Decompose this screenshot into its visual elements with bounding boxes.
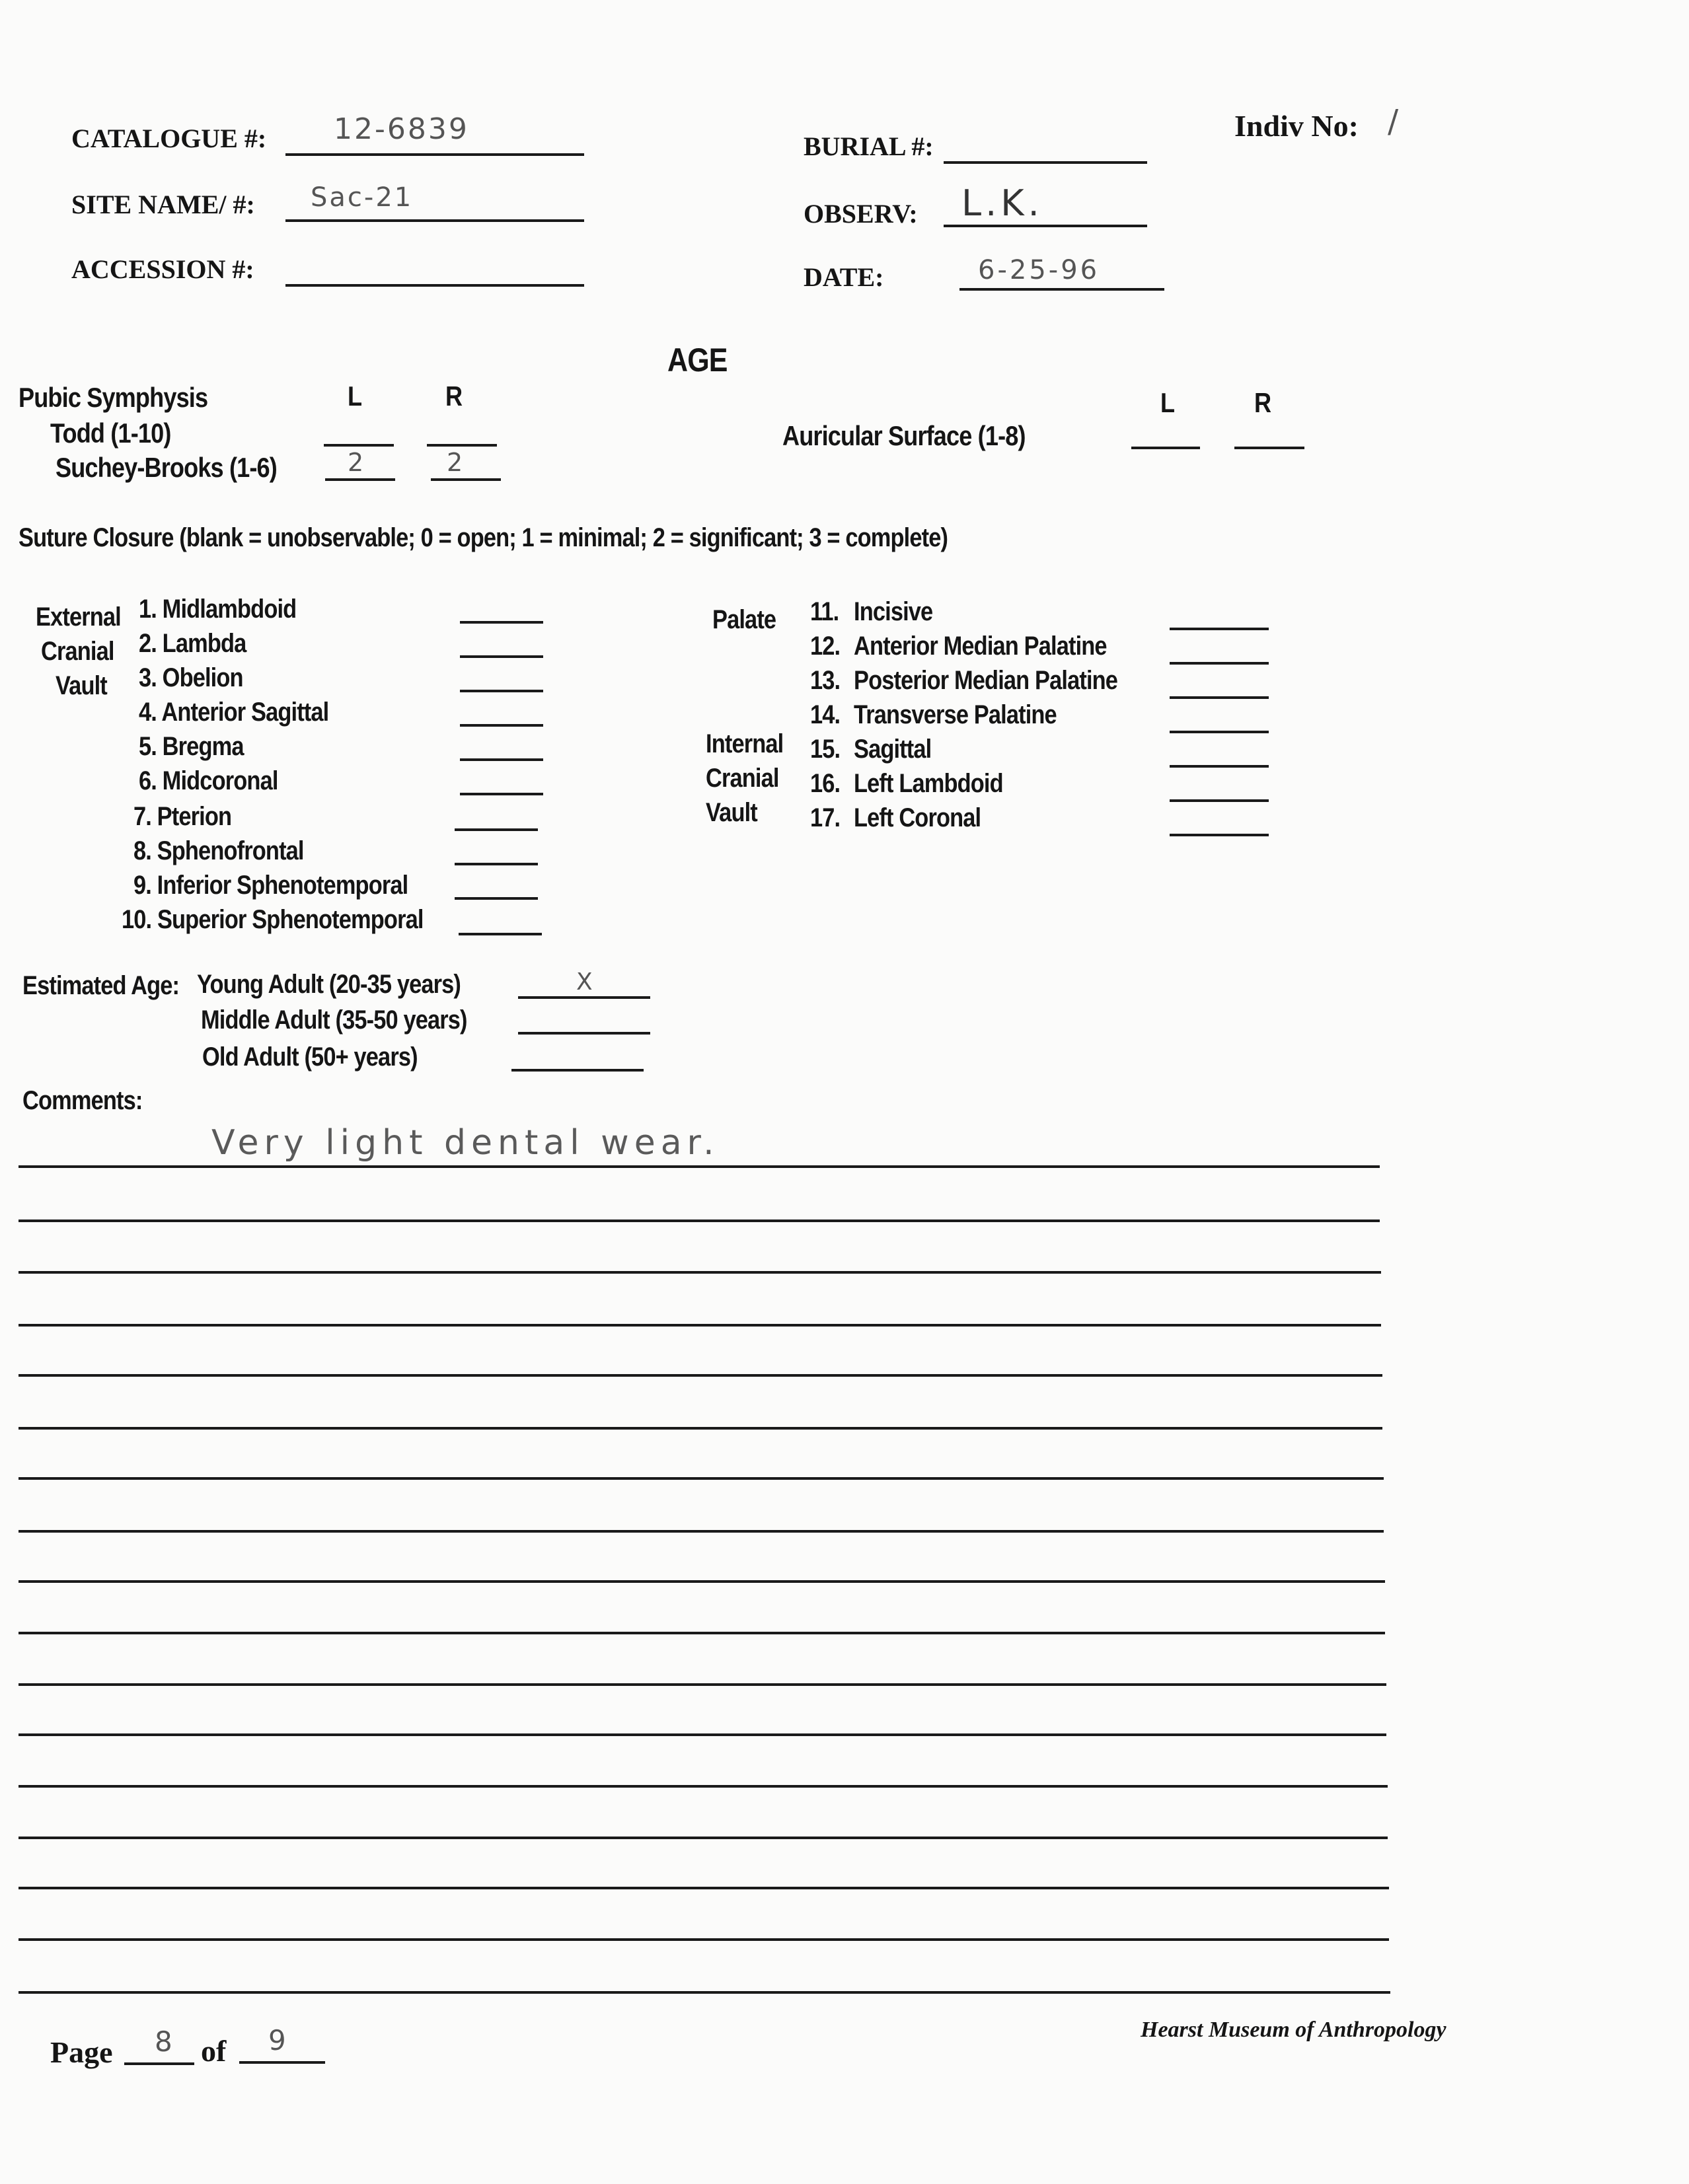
- auricular-surface-label: Auricular Surface (1-8): [782, 420, 1026, 451]
- int-suture-num: 12.: [810, 632, 841, 661]
- comment-line: [19, 1324, 1381, 1327]
- ext-suture-field[interactable]: [455, 828, 538, 831]
- page-num-field[interactable]: 8: [155, 2025, 172, 2058]
- accession-line: [285, 284, 584, 287]
- int-suture-num: 14.: [810, 700, 841, 729]
- date-field[interactable]: 6-25-96: [978, 255, 1100, 285]
- page-total-field[interactable]: 9: [268, 2024, 286, 2057]
- ext-suture-item: 7. Pterion: [133, 802, 232, 831]
- int-suture-item: Left Coronal: [854, 803, 981, 832]
- comment-line: [19, 1219, 1380, 1222]
- todd-r-line: [427, 444, 497, 447]
- ext-suture-field[interactable]: [460, 724, 543, 727]
- suchey-brooks-label: Suchey-Brooks (1-6): [56, 452, 277, 483]
- int-suture-field[interactable]: [1170, 834, 1269, 836]
- cranial-label: Cranial: [41, 637, 114, 666]
- ext-suture-item: 9. Inferior Sphenotemporal: [133, 871, 408, 900]
- suchey-l-field[interactable]: 2: [348, 448, 364, 477]
- comment-line: [19, 1477, 1384, 1480]
- auricular-col-r: R: [1254, 387, 1271, 418]
- comment-line: [19, 1683, 1386, 1686]
- ext-suture-field[interactable]: [455, 863, 538, 865]
- int-suture-num: 11.: [810, 597, 839, 626]
- accession-label: ACCESSION #:: [71, 254, 254, 284]
- ext-suture-field[interactable]: [460, 758, 543, 761]
- comment-line: [19, 1785, 1388, 1788]
- comment-line: [19, 1165, 1380, 1168]
- comment-line: [19, 1837, 1388, 1839]
- pubic-col-l: L: [348, 381, 362, 412]
- int-suture-field[interactable]: [1170, 799, 1269, 802]
- internal-cranial-label: Cranial: [706, 764, 779, 793]
- old-adult-label: Old Adult (50+ years): [202, 1042, 418, 1072]
- comments-text[interactable]: Very light dental wear.: [211, 1123, 720, 1163]
- comment-line: [19, 1580, 1385, 1583]
- palate-label: Palate: [712, 605, 776, 634]
- observ-field[interactable]: L.K.: [961, 182, 1043, 224]
- int-suture-field[interactable]: [1170, 662, 1269, 665]
- middle-adult-line: [518, 1032, 650, 1035]
- comment-line: [19, 1733, 1386, 1736]
- young-adult-line: [518, 996, 650, 999]
- suture-closure-title: Suture Closure (blank = unobservable; 0 = open; 1 = minimal; 2 = significant; 3 = complete): [19, 523, 948, 552]
- page-label: Page: [50, 2035, 113, 2069]
- comment-line: [19, 1887, 1389, 1889]
- ext-suture-field[interactable]: [459, 933, 542, 935]
- young-adult-label: Young Adult (20-35 years): [197, 970, 461, 999]
- observ-label: OBSERV:: [804, 199, 918, 229]
- catalogue-line: [285, 153, 584, 156]
- site-name-line: [285, 219, 584, 222]
- ext-suture-field[interactable]: [460, 793, 543, 795]
- int-suture-item: Posterior Median Palatine: [854, 666, 1118, 695]
- site-name-field[interactable]: Sac-21: [311, 182, 414, 213]
- ext-suture-field[interactable]: [460, 655, 543, 658]
- ext-suture-field[interactable]: [455, 897, 538, 900]
- int-suture-num: 16.: [810, 769, 841, 798]
- ext-suture-item: 10. Superior Sphenotemporal: [122, 905, 424, 934]
- suchey-r-line: [431, 478, 501, 481]
- pubic-symphysis-title: Pubic Symphysis: [19, 382, 208, 413]
- int-suture-field[interactable]: [1170, 731, 1269, 733]
- age-title: AGE: [667, 342, 728, 379]
- ext-suture-item: 2. Lambda: [139, 629, 246, 658]
- external-label: External: [36, 602, 121, 632]
- auricular-l-line: [1131, 447, 1200, 449]
- int-suture-num: 15.: [810, 735, 841, 764]
- int-suture-field[interactable]: [1170, 696, 1269, 699]
- int-suture-item: Anterior Median Palatine: [854, 632, 1107, 661]
- vault-label: Vault: [56, 671, 107, 700]
- catalogue-field[interactable]: 12-6839: [334, 112, 469, 146]
- page-total-line: [239, 2061, 325, 2064]
- ext-suture-field[interactable]: [460, 621, 543, 624]
- int-suture-item: Incisive: [854, 597, 933, 626]
- comment-line: [19, 1530, 1384, 1533]
- catalogue-label: CATALOGUE #:: [71, 124, 267, 153]
- todd-l-line: [324, 444, 394, 447]
- estimated-age-label: Estimated Age:: [22, 971, 180, 1000]
- int-suture-item: Transverse Palatine: [854, 700, 1057, 729]
- comment-line: [19, 1938, 1389, 1941]
- int-suture-field[interactable]: [1170, 765, 1269, 768]
- auricular-r-line: [1234, 447, 1304, 449]
- todd-label: Todd (1-10): [50, 418, 171, 449]
- burial-label: BURIAL #:: [804, 131, 934, 161]
- int-suture-item: Sagittal: [854, 735, 932, 764]
- museum-name: Hearst Museum of Anthropology: [1141, 2018, 1446, 2042]
- suchey-r-field[interactable]: 2: [447, 448, 463, 477]
- comment-line: [19, 1271, 1381, 1274]
- date-line: [959, 288, 1164, 291]
- suchey-l-line: [325, 478, 395, 481]
- page-num-line: [124, 2062, 194, 2065]
- comment-line: [19, 1374, 1382, 1377]
- ext-suture-item: 5. Bregma: [139, 732, 244, 761]
- ext-suture-item: 1. Midlambdoid: [139, 595, 297, 624]
- int-suture-item: Left Lambdoid: [854, 769, 1003, 798]
- int-suture-num: 17.: [810, 803, 841, 832]
- ext-suture-item: 8. Sphenofrontal: [133, 836, 304, 865]
- internal-label: Internal: [706, 729, 784, 758]
- date-label: DATE:: [804, 262, 884, 292]
- ext-suture-item: 3. Obelion: [139, 663, 243, 692]
- comment-line: [19, 1632, 1385, 1634]
- comment-line: [19, 1991, 1390, 1994]
- ext-suture-item: 6. Midcoronal: [139, 766, 278, 795]
- observ-line: [944, 225, 1147, 227]
- site-name-label: SITE NAME/ #:: [71, 190, 255, 219]
- old-adult-line: [511, 1069, 644, 1072]
- young-adult-mark[interactable]: X: [576, 968, 593, 996]
- ext-suture-item: 4. Anterior Sagittal: [139, 698, 329, 727]
- comments-label: Comments:: [22, 1086, 143, 1115]
- indiv-no-field[interactable]: /: [1388, 103, 1399, 140]
- indiv-no-label: Indiv No:: [1234, 109, 1359, 143]
- middle-adult-label: Middle Adult (35-50 years): [201, 1005, 467, 1035]
- pubic-col-r: R: [445, 381, 463, 412]
- int-suture-field[interactable]: [1170, 628, 1269, 630]
- ext-suture-field[interactable]: [460, 690, 543, 692]
- internal-vault-label: Vault: [706, 798, 757, 827]
- of-label: of: [201, 2034, 227, 2068]
- int-suture-num: 13.: [810, 666, 841, 695]
- burial-line: [944, 161, 1147, 164]
- auricular-col-l: L: [1160, 387, 1175, 418]
- comment-line: [19, 1427, 1382, 1430]
